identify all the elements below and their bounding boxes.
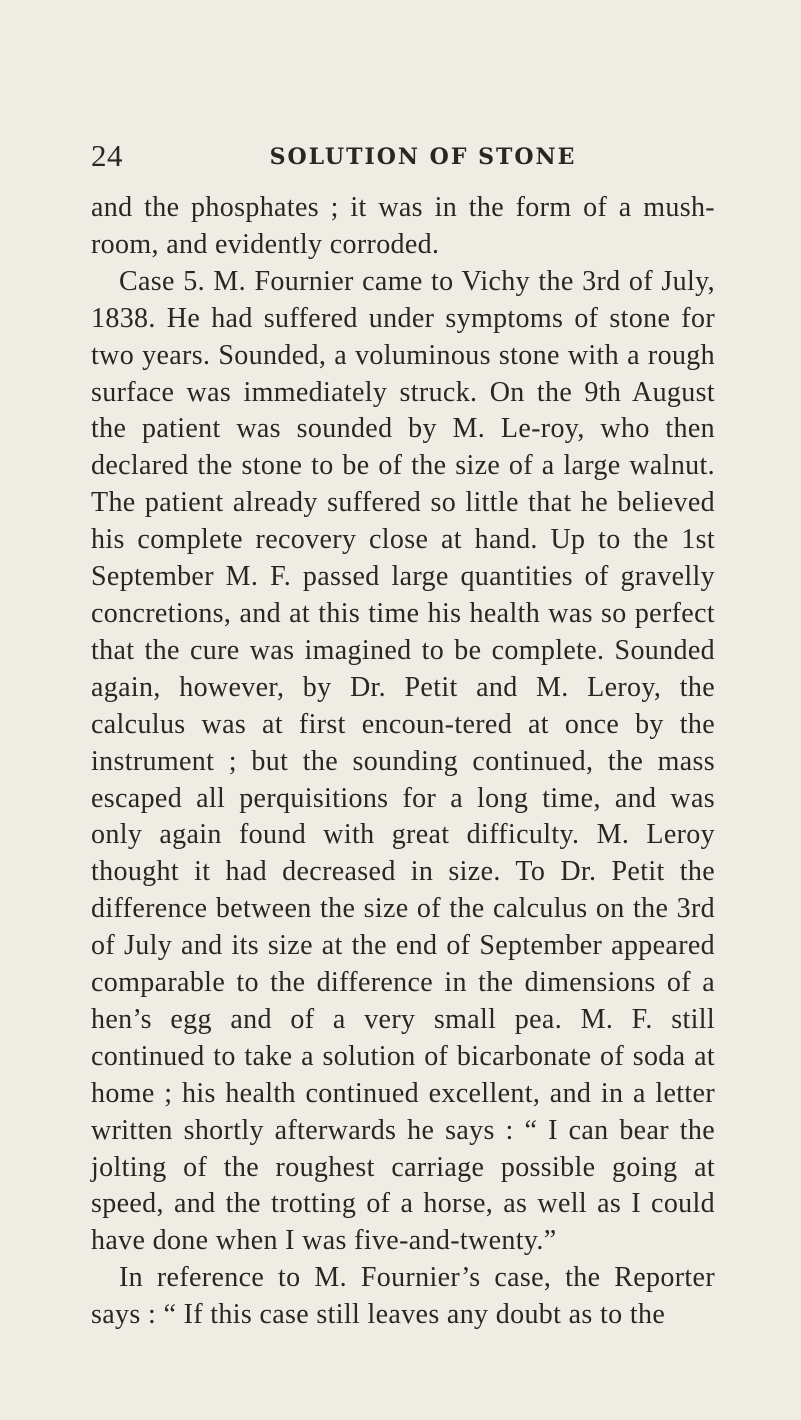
body-text: [91, 190, 715, 1334]
paragraph-reporter: In reference to M. Fournier’s case, the Reporter says : “ If this case still leaves any doubt as to the: [91, 1262, 715, 1331]
running-title: SOLUTION OF STONE: [269, 144, 577, 170]
paragraph-continuation: and the phosphates ; it was in the form of a mush-room, and evidently corroded.: [91, 192, 715, 260]
paragraph-case-5: Case 5. M. Fournier came to Vichy the 3rd of July, 1838. He had suffered under symptoms of stone for two years. Sounded, a voluminous stone with a rough surface was immediately struck. On the 9th August the patient was sounded by M. Le-roy, who then declared the stone to be of the size of a large walnut. The patient already suffered so little that he believed his complete recovery close at hand. Up to the 1st September M. F. passed large quantities of gravelly concretions, and at this time his health was so perfect that the cure was imagined to be complete. Sounded again, however, by Dr. Petit and M. Leroy, the calculus was at first encoun-tered at once by the instrument ; but the sounding continued, the mass escaped all perquisitions for a long time, and was only again found with great difficulty. M. Leroy thought it had decreased in size. To Dr. Petit the difference between the size of the calculus on the 3rd of July and its size at the end of September appeared comparable to the difference in the dimensions of a hen’s egg and of a very small pea. M. F. still continued to take a solution of bicarbonate of soda at home ; his health continued excellent, and in a letter written shortly afterwards he says : “ I can bear the jolting of the roughest carriage possible going at speed, and the trotting of a horse, as well as I could have done when I was five-and-twenty.”: [91, 265, 715, 1257]
running-header: [91, 138, 715, 174]
page-number: 24: [91, 138, 123, 173]
